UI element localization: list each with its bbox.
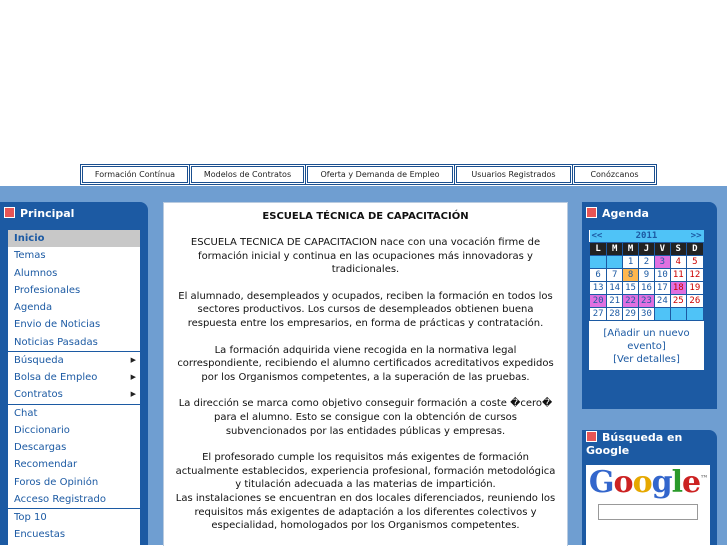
menu-item-diccionario[interactable] xyxy=(8,422,140,439)
menu-item-label: Acceso Registrado xyxy=(14,493,106,505)
menu-item-foros-de-opinion[interactable] xyxy=(8,474,140,491)
menu-item-label: Chat xyxy=(14,407,38,419)
google-search-box xyxy=(586,465,710,545)
calendar-day[interactable]: 16 xyxy=(639,282,655,295)
calendar-day[interactable]: 9 xyxy=(639,269,655,282)
view-details-link[interactable]: [Ver detalles] xyxy=(613,354,680,365)
nav-conozcanos[interactable]: Conózcanos xyxy=(574,166,655,183)
calendar-empty-cell xyxy=(607,256,623,269)
calendar-day[interactable]: 12 xyxy=(686,269,703,282)
weekday-label: L xyxy=(590,243,607,256)
menu-item-label: Diccionario xyxy=(14,424,70,436)
menu-item-label: Foros de Opinión xyxy=(14,476,99,488)
calendar-day[interactable]: 19 xyxy=(686,282,703,295)
menu-item-label: Alumnos xyxy=(14,267,58,279)
google-search-panel-header xyxy=(582,430,717,459)
menu-item-label: Descargas xyxy=(14,442,67,453)
google-logo-letter: e xyxy=(681,465,701,500)
menu-item-descargas[interactable] xyxy=(8,439,140,456)
menu-item-temas[interactable] xyxy=(8,247,140,264)
calendar-day[interactable]: 8 xyxy=(623,269,639,282)
calendar-day[interactable]: 22 xyxy=(623,295,639,308)
weekday-label: S xyxy=(670,243,686,256)
google-logo-letter: l xyxy=(671,465,682,500)
principal-panel xyxy=(0,202,148,545)
calendar-empty-cell xyxy=(686,308,703,321)
panel-bullet-icon xyxy=(4,207,15,218)
google-logo-letter: G xyxy=(588,465,614,500)
calendar-year: 2011 xyxy=(607,230,686,243)
calendar xyxy=(589,230,704,321)
submenu-arrow-icon: ▶ xyxy=(130,373,136,381)
menu-item-alumnos[interactable] xyxy=(8,265,140,282)
calendar-day[interactable]: 4 xyxy=(670,256,686,269)
weekday-label: M xyxy=(607,243,623,256)
calendar-week-row xyxy=(590,256,704,269)
agenda-links xyxy=(589,321,704,370)
menu-item-label: Noticias Pasadas xyxy=(14,336,98,348)
calendar-day[interactable]: 10 xyxy=(654,269,670,282)
menu-item-profesionales[interactable] xyxy=(8,282,140,299)
menu-item-label: Agenda xyxy=(14,302,53,313)
principal-panel-header xyxy=(0,202,148,226)
calendar-day[interactable]: 27 xyxy=(590,308,607,321)
google-logo[interactable] xyxy=(586,465,710,500)
menu-item-top-10[interactable] xyxy=(8,508,140,526)
menu-item-acceso-registrado[interactable] xyxy=(8,491,140,508)
calendar-day[interactable]: 15 xyxy=(623,282,639,295)
nav-formacion-continua[interactable]: Formación Contínua xyxy=(82,166,188,183)
google-logo-letter: o xyxy=(613,465,633,500)
principal-panel-title: Principal xyxy=(20,207,75,220)
main-menu-list xyxy=(8,230,140,544)
calendar-day[interactable]: 17 xyxy=(654,282,670,295)
menu-item-label: Encuestas xyxy=(14,529,66,541)
menu-item-recomendar[interactable] xyxy=(8,456,140,473)
content-paragraph: La formación adquirida viene recogida en la normativa legal correspondiente, recibiendo el alumno certificados acreditativos expedidos por los Organismos competentes, a la superación de las pruebas. xyxy=(177,344,554,383)
submenu-arrow-icon: ▶ xyxy=(130,390,136,399)
google-search-input[interactable] xyxy=(598,504,698,520)
menu-item-contratos[interactable] xyxy=(8,386,140,403)
calendar-next-button[interactable]: >> xyxy=(686,230,703,243)
agenda-panel xyxy=(582,202,717,412)
menu-item-encuestas[interactable] xyxy=(8,526,140,543)
menu-item-label: Temas xyxy=(14,250,46,262)
menu-item-bolsa-de-empleo[interactable] xyxy=(8,369,140,386)
nav-oferta-demanda-empleo[interactable]: Oferta y Demanda de Empleo xyxy=(307,166,453,183)
google-logo-tm: ™ xyxy=(700,473,708,483)
principal-panel-body xyxy=(0,226,148,545)
menu-item-agenda[interactable] xyxy=(8,299,140,316)
menu-item-envio-de-noticias[interactable] xyxy=(8,316,140,333)
calendar-day[interactable]: 25 xyxy=(670,295,686,308)
calendar-days xyxy=(590,256,704,321)
agenda-panel-header xyxy=(582,202,717,226)
calendar-day[interactable]: 3 xyxy=(654,256,670,269)
calendar-day[interactable]: 11 xyxy=(670,269,686,282)
calendar-empty-cell xyxy=(654,308,670,321)
calendar-day[interactable]: 18 xyxy=(670,282,686,295)
calendar-table xyxy=(589,230,704,321)
calendar-day[interactable]: 1 xyxy=(623,256,639,269)
content-paragraph: La dirección se marca como objetivo conseguir formación a coste �cero� para el alumno. Esto se consigue con la obtención de cursos subvencionados por las entidades públicas y empresas. xyxy=(178,398,553,437)
weekday-label: D xyxy=(686,243,703,256)
page-title: ESCUELA TÉCNICA DE CAPACITACIÓN xyxy=(262,211,469,222)
calendar-empty-cell xyxy=(590,256,607,269)
calendar-day[interactable]: 20 xyxy=(590,295,607,308)
main-content xyxy=(163,202,568,546)
calendar-week-row xyxy=(590,269,704,282)
calendar-weekday-row xyxy=(590,243,704,256)
menu-item-label: Top 10 xyxy=(14,512,47,523)
top-navigation xyxy=(82,166,655,183)
calendar-day[interactable]: 30 xyxy=(639,308,655,321)
calendar-day[interactable]: 26 xyxy=(686,295,703,308)
google-logo-letter: g xyxy=(651,465,672,500)
menu-item-label: Contratos xyxy=(14,389,63,401)
calendar-week-row xyxy=(590,295,704,308)
calendar-day[interactable]: 13 xyxy=(590,282,607,295)
google-search-panel xyxy=(582,430,717,545)
google-logo-letter: o xyxy=(632,465,652,500)
menu-item-label: Búsqueda xyxy=(14,354,64,366)
add-event-link[interactable]: [Añadir un nuevo evento] xyxy=(603,328,690,352)
menu-item-label: Envio de Noticias xyxy=(14,319,101,331)
menu-item-busqueda[interactable] xyxy=(8,351,140,369)
menu-item-noticias-pasadas[interactable] xyxy=(8,334,140,351)
calendar-day[interactable]: 24 xyxy=(654,295,670,308)
menu-item-inicio[interactable] xyxy=(8,230,140,247)
content-paragraph: El alumnado, desempleados y ocupados, reciben la formación en todos los sectores productivos. Los cursos de desempleados obtienen buena respuesta entre los empresarios, en forma de prácticas y contratación. xyxy=(178,290,553,329)
calendar-prev-button[interactable]: << xyxy=(590,230,607,243)
panel-bullet-icon xyxy=(586,431,597,442)
calendar-day[interactable]: 28 xyxy=(607,308,623,321)
menu-item-label: Bolsa de Empleo xyxy=(14,372,98,383)
menu-item-chat[interactable] xyxy=(8,404,140,422)
panel-bullet-icon xyxy=(586,207,597,218)
content-paragraph: El profesorado cumple los requisitos más exigentes de formación actualmente establecidos, experiencia profesional, formación metodológica y titulación adecuada a las materias de impartición. Las instalaciones se encuentran en dos locales diferenciados, reuniendo los requisitos más exigentes de adaptación a los diferentes colectivos y especialidad, homologados por los Organismos competentes. xyxy=(175,452,556,532)
weekday-label: V xyxy=(654,243,670,256)
google-search-panel-body xyxy=(582,459,717,545)
calendar-day[interactable]: 6 xyxy=(590,269,607,282)
menu-item-label: Recomendar xyxy=(14,459,78,471)
agenda-panel-title: Agenda xyxy=(602,207,649,220)
calendar-day[interactable]: 7 xyxy=(607,269,623,282)
submenu-arrow-icon: ▶ xyxy=(130,355,136,364)
nav-usuarios-registrados[interactable]: Usuarios Registrados xyxy=(456,166,571,183)
calendar-day[interactable]: 14 xyxy=(607,282,623,295)
calendar-empty-cell xyxy=(670,308,686,321)
content-paragraph: ESCUELA TECNICA DE CAPACITACION nace con una vocación firme de formación inicial y continua en las ocupaciones más innovadoras y tradicionales. xyxy=(190,237,541,276)
weekday-label: M xyxy=(623,243,639,256)
calendar-week-row xyxy=(590,282,704,295)
google-search-panel-title: Búsqueda en Google xyxy=(586,431,683,457)
menu-item-label: Profesionales xyxy=(14,284,81,296)
weekday-label: J xyxy=(639,243,655,256)
calendar-header-row xyxy=(590,230,704,243)
calendar-day[interactable]: 2 xyxy=(639,256,655,269)
agenda-panel-body xyxy=(582,226,717,409)
calendar-day[interactable]: 5 xyxy=(686,256,703,269)
calendar-day[interactable]: 29 xyxy=(623,308,639,321)
menu-item-label: Inicio xyxy=(14,233,45,244)
calendar-week-row xyxy=(590,308,704,321)
nav-modelos-contratos[interactable]: Modelos de Contratos xyxy=(191,166,304,183)
calendar-day[interactable]: 21 xyxy=(607,295,623,308)
main-menu xyxy=(8,230,140,545)
calendar-day[interactable]: 23 xyxy=(639,295,655,308)
